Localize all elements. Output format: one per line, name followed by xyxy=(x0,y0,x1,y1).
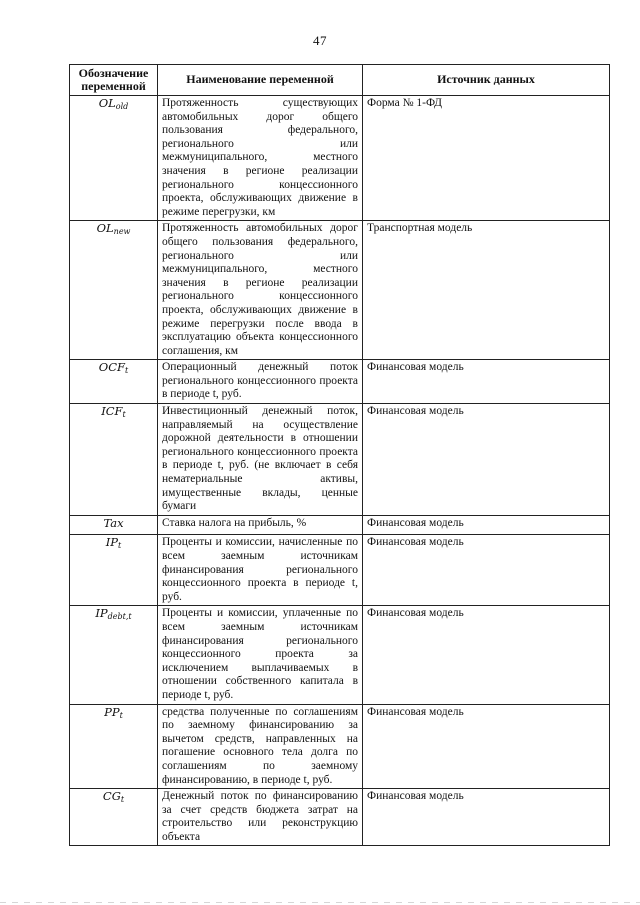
variable-symbol: $CG_t$ xyxy=(70,789,158,846)
table-row xyxy=(70,535,610,606)
variable-symbol: $IP_{debt,t}$ xyxy=(70,606,158,704)
variable-name: Ставка налога на прибыль, % xyxy=(158,515,363,535)
data-source: Финансовая модель xyxy=(363,704,610,789)
variable-name: Протяженность существующих автомобильных дорог общего пользования федерального, регионального или межмуниципального, местного значения в регионе реализации регионального концессионного проекта, обслуживающих движение в режиме перегрузки, км xyxy=(158,96,363,221)
page-number: 47 xyxy=(313,33,327,48)
data-source: Финансовая модель xyxy=(363,789,610,846)
data-source: Финансовая модель xyxy=(363,535,610,606)
header-source: Источник данных xyxy=(363,65,610,96)
variable-name: Инвестиционный денежный поток, направляемый на осуществление дорожной деятельности в отношении регионального концессионного проекта в периоде t, руб. (не включает в себя нематериальные активы, имущественные вклады, ценные бумаги xyxy=(158,404,363,516)
variable-name: средства полученные по соглашениям по заемному финансированию за вычетом средств, направленных на погашение основного тела долга по соглашениям по заемному финансированию, в периоде t, руб. xyxy=(158,704,363,789)
variable-name: Денежный поток по финансированию за счет средств бюджета затрат на строительство или реконструкцию объекта xyxy=(158,789,363,846)
variable-name: Проценты и комиссии, уплаченные по всем заемным источникам финансирования регионального концессионного проекта за исключением выплачиваемых в отношении собственного капитала в периоде t, руб. xyxy=(158,606,363,704)
variable-symbol: $OCF_t$ xyxy=(70,360,158,404)
header-symbol: Обозначение переменной xyxy=(70,65,158,96)
table-row xyxy=(70,360,610,404)
data-source: Финансовая модель xyxy=(363,360,610,404)
scan-edge-divider xyxy=(0,902,640,903)
data-source: Форма № 1-ФД xyxy=(363,96,610,221)
table-row xyxy=(70,789,610,846)
variable-name: Операционный денежный поток регионального концессионного проекта в периоде t, руб. xyxy=(158,360,363,404)
variable-symbol: $IP_t$ xyxy=(70,535,158,606)
header-name: Наименование переменной xyxy=(158,65,363,96)
variable-symbol: $ICF_t$ xyxy=(70,404,158,516)
table-row xyxy=(70,606,610,704)
table-row xyxy=(70,404,610,516)
data-source: Финансовая модель xyxy=(363,404,610,516)
data-source: Финансовая модель xyxy=(363,606,610,704)
data-source: Транспортная модель xyxy=(363,221,610,360)
variable-symbol: $PP_t$ xyxy=(70,704,158,789)
table-row xyxy=(70,515,610,535)
table-row xyxy=(70,96,610,221)
variables-table xyxy=(69,64,610,846)
table-header-row xyxy=(70,65,610,96)
variable-name: Проценты и комиссии, начисленные по всем заемным источникам финансирования регионального концессионного проекта в периоде t, руб. xyxy=(158,535,363,606)
variable-symbol: $OL_{new}$ xyxy=(70,221,158,360)
table-row xyxy=(70,221,610,360)
variable-name: Протяженность автомобильных дорог общего пользования федерального, регионального или межмуниципального, местного значения в регионе реализации регионального концессионного проекта, обслуживающих движение в режиме перегрузки после ввода в эксплуатацию объекта концессионного соглашения, км xyxy=(158,221,363,360)
data-source: Финансовая модель xyxy=(363,515,610,535)
table-row xyxy=(70,704,610,789)
variable-symbol: Tax xyxy=(70,515,158,535)
variable-symbol: $OL_{old}$ xyxy=(70,96,158,221)
